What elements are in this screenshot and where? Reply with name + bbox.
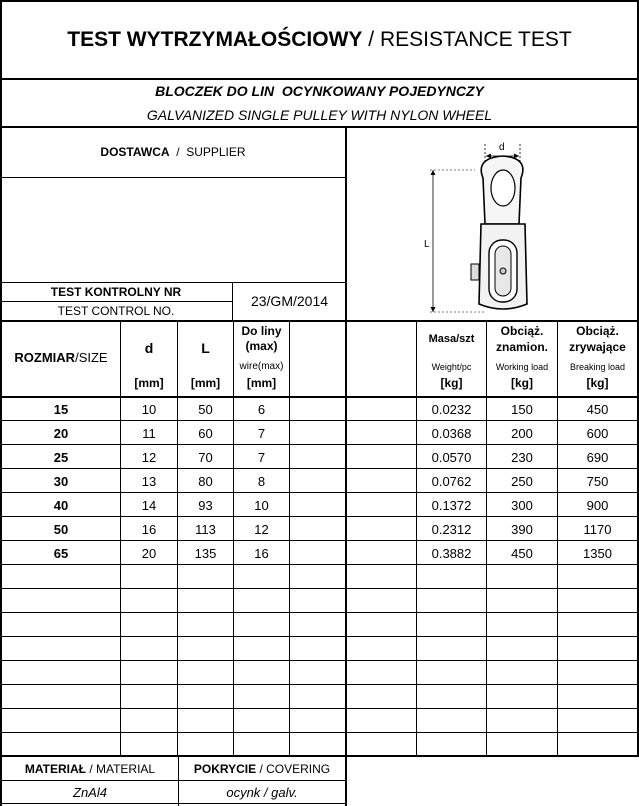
cell-d: 13 [141, 473, 157, 489]
col-header-size-bold: ROZMIAR [14, 350, 76, 365]
cell-mass: 0.0762 [431, 473, 472, 489]
cell-size: 50 [53, 521, 69, 537]
col-header-l: L [201, 340, 210, 356]
cell-d: 16 [141, 521, 157, 537]
test-control-label-en: TEST CONTROL NO. [57, 303, 175, 318]
cell-mass: 0.1372 [431, 497, 472, 513]
cell-working: 390 [511, 521, 533, 537]
cell-breaking: 450 [586, 401, 609, 417]
cell-working: 450 [511, 545, 533, 561]
col-header-breaking-unit: [kg] [586, 376, 609, 390]
dimension-l-label: L [424, 239, 430, 250]
cell-d: 10 [141, 401, 157, 417]
test-control-number: 23/GM/2014 [250, 293, 329, 309]
col-header-working-unit: [kg] [511, 376, 533, 390]
cell-mass: 0.0570 [431, 449, 472, 465]
col-header-mass-unit: [kg] [440, 376, 463, 390]
cell-mass: 0.2312 [431, 521, 472, 537]
cell-size: 40 [53, 497, 69, 513]
cell-d: 20 [141, 545, 157, 561]
cell-l: 50 [198, 401, 213, 417]
col-header-breaking-3: Breaking load [569, 362, 626, 372]
covering-value: ocynk / galv. [226, 784, 298, 800]
col-header-d: d [144, 340, 154, 356]
material-label [2, 757, 178, 780]
title-rest: / RESISTANCE TEST [362, 27, 572, 51]
col-header-mass-1: Masa/szt [428, 333, 475, 345]
col-header-size [2, 350, 120, 365]
cell-working: 250 [511, 473, 533, 489]
col-header-wire-1: Do liny [241, 324, 282, 338]
col-header-working-3: Working load [495, 362, 549, 372]
covering-label-bold: POKRYCIE [193, 761, 257, 776]
product-name-en: GALVANIZED SINGLE PULLEY WITH NYLON WHEEL [146, 107, 493, 123]
title-bold: TEST WYTRZYMAŁOŚCIOWY [67, 27, 363, 51]
cell-l: 60 [198, 425, 213, 441]
cell-l: 70 [198, 449, 213, 465]
material-value: ZnAl4 [73, 784, 107, 800]
covering-label-rest: / COVERING [256, 761, 331, 776]
cell-wire: 16 [254, 545, 269, 561]
cell-wire: 7 [257, 425, 266, 441]
cell-wire: 8 [257, 473, 266, 489]
cell-breaking: 900 [586, 497, 609, 513]
cell-working: 200 [511, 425, 533, 441]
cell-mass: 0.3882 [431, 545, 472, 561]
cell-size: 30 [53, 473, 69, 489]
col-header-wire-2: (max) [245, 339, 278, 353]
cell-size: 15 [53, 401, 69, 417]
cell-working: 300 [511, 497, 533, 513]
col-header-working-2: znamion. [495, 340, 548, 354]
material-label-bold: MATERIAŁ [24, 761, 86, 776]
dimension-l [424, 170, 485, 312]
col-header-breaking-2: zrywające [569, 340, 626, 354]
cell-size: 65 [53, 545, 69, 561]
cell-size: 25 [53, 449, 69, 465]
cell-d: 14 [141, 497, 157, 513]
cell-l: 135 [194, 545, 217, 561]
pulley-body [471, 156, 527, 309]
col-header-mass-2: Weight/pc [431, 362, 472, 372]
cell-wire: 10 [254, 497, 269, 513]
material-label-rest: / MATERIAL [85, 761, 156, 776]
col-header-breaking-1: Obciąż. [576, 324, 619, 338]
cell-working: 230 [511, 449, 533, 465]
col-header-d-unit: [mm] [134, 376, 164, 390]
cell-d: 12 [141, 449, 157, 465]
cell-breaking: 1170 [583, 521, 612, 537]
cell-breaking: 1350 [583, 545, 612, 561]
cell-wire: 6 [257, 401, 266, 417]
cell-wire: 12 [254, 521, 269, 537]
test-control-label-pl: TEST KONTROLNY NR [50, 284, 182, 299]
cell-breaking: 750 [586, 473, 609, 489]
col-header-size-rest: /SIZE [75, 350, 108, 365]
col-header-working-1: Obciąż. [500, 324, 544, 338]
col-header-wire-unit: [mm] [246, 376, 277, 390]
col-header-l-unit: [mm] [190, 376, 221, 390]
supplier-label-bold: DOSTAWCA [100, 145, 170, 159]
cell-working: 150 [511, 401, 533, 417]
cell-l: 113 [195, 521, 216, 537]
supplier-label [0, 145, 346, 159]
col-header-wire-3: wire(max) [239, 361, 284, 372]
cell-l: 80 [198, 473, 213, 489]
product-name-pl: BLOCZEK DO LIN OCYNKOWANY POJEDYNCZY [155, 83, 484, 99]
cell-d: 11 [142, 425, 156, 441]
cell-breaking: 690 [586, 449, 609, 465]
cell-mass: 0.0368 [431, 425, 472, 441]
cell-mass: 0.0232 [431, 401, 472, 417]
cell-wire: 7 [257, 449, 266, 465]
pulley-diagram [405, 136, 535, 316]
supplier-label-rest: / SUPPLIER [169, 145, 246, 159]
covering-label [179, 757, 345, 780]
dimension-d-label: d [499, 142, 505, 153]
cell-size: 20 [53, 425, 69, 441]
page-title [0, 0, 639, 79]
cell-breaking: 600 [586, 425, 609, 441]
cell-l: 93 [198, 497, 213, 513]
